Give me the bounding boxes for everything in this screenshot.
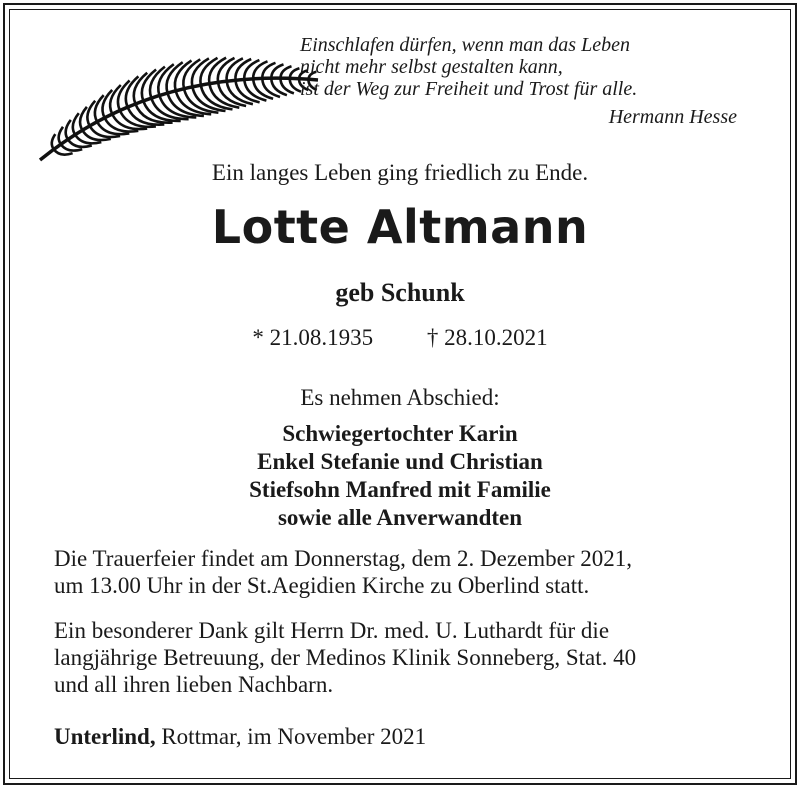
- quote-line: Einschlafen dürfen, wenn man das Leben: [300, 34, 630, 56]
- mourner-line: sowie alle Anverwandten: [277, 505, 523, 530]
- mourner-line: Enkel Stefanie und Christian: [257, 449, 543, 474]
- birth-date: * 21.08.1935: [252, 325, 374, 350]
- funeral-line: Die Trauerfeier findet am Donnerstag, dem 2. Dezember 2021,: [54, 546, 633, 571]
- deceased-name: Lotte Altmann: [211, 200, 589, 254]
- funeral-line: um 13.00 Uhr in der St.Aegidien Kirche zu Oberlind statt.: [54, 573, 590, 598]
- death-date: † 28.10.2021: [426, 325, 548, 350]
- thanks-text: [54, 617, 754, 698]
- signature-line: [54, 724, 426, 750]
- signature-rest: Rottmar, im November 2021: [161, 724, 427, 749]
- signature-place: Unterlind,: [54, 724, 156, 749]
- intro-text: Ein langes Leben ging friedlich zu Ende.: [211, 160, 589, 185]
- quote-block: [300, 34, 737, 128]
- quote-author: Hermann Hesse: [608, 106, 737, 128]
- thanks-line: langjährige Betreuung, der Medinos Klinik Sonneberg, Stat. 40: [54, 645, 637, 670]
- farewell-heading: Es nehmen Abschied:: [300, 385, 500, 410]
- quote-line: nicht mehr selbst gestalten kann,: [300, 56, 563, 78]
- mourner-line: Stiefsohn Manfred mit Familie: [249, 477, 551, 502]
- thanks-line: Ein besonderer Dank gilt Herrn Dr. med. U. Luthardt für die: [54, 618, 610, 643]
- mourner-line: Schwiegertochter Karin: [282, 421, 518, 446]
- mourners-list: [0, 420, 800, 532]
- funeral-info: [54, 545, 754, 599]
- palm-feather-icon: [36, 56, 326, 176]
- maiden-name: geb Schunk: [335, 278, 465, 307]
- quote-line: ist der Weg zur Freiheit und Trost für alle.: [300, 78, 638, 100]
- life-dates: [0, 325, 800, 351]
- thanks-line: und all ihren lieben Nachbarn.: [54, 672, 334, 697]
